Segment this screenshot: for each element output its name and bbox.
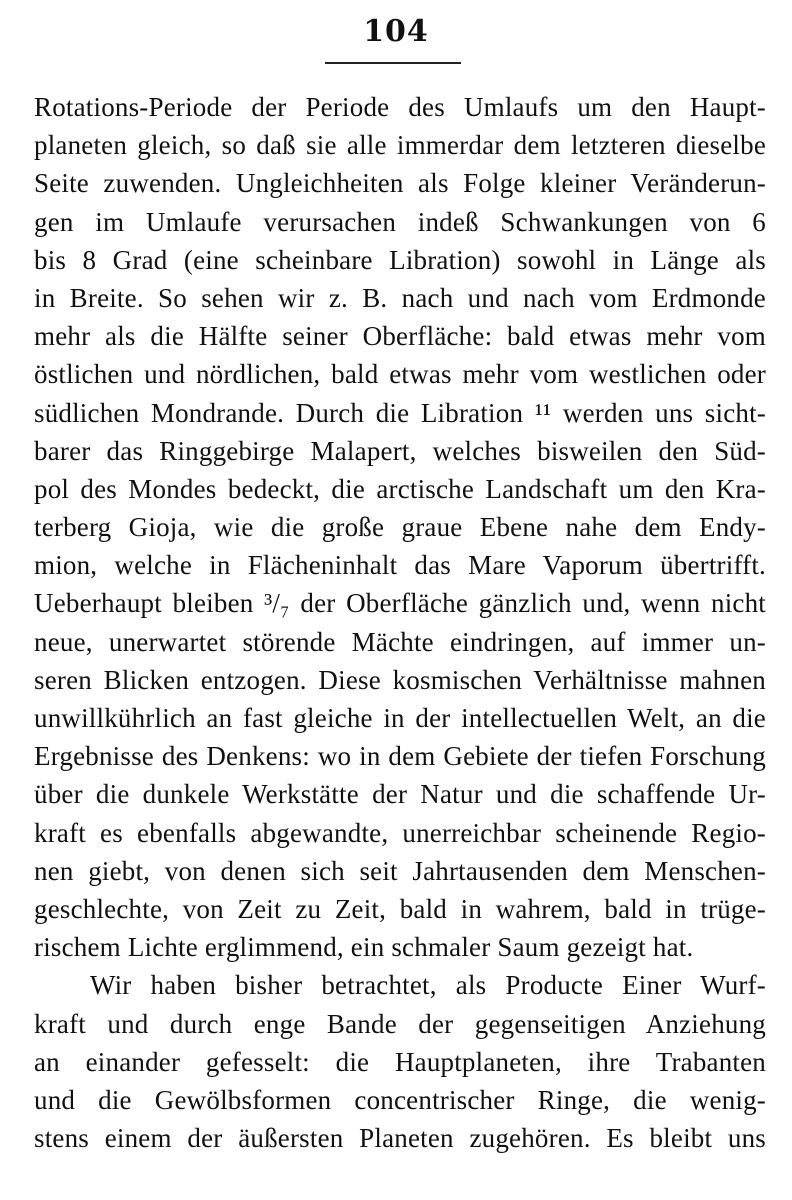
text-line: bis 8 Grad (eine scheinbare Libration) sowohl in Länge als: [34, 244, 766, 275]
text-line: geschlechte, von Zeit zu Zeit, bald in wahrem, bald in trüge-: [34, 893, 766, 924]
text-line: unwillkührlich an fast gleiche in der intellectuellen Welt, an die: [34, 703, 766, 733]
body-text: [34, 88, 766, 1157]
text-line: nen giebt, von denen sich seit Jahrtausenden dem Menschen-: [34, 855, 766, 886]
text-line: und die Gewölbsformen concentrischer Ringe, die wenig-: [34, 1084, 766, 1115]
text-line: in Breite. So sehen wir z. B. nach und nach vom Erdmonde: [34, 282, 766, 313]
page-number: 104: [363, 14, 429, 49]
paragraph-end-line: rischem Lichte erglimmend, ein schmaler Saum gezeigt hat.: [34, 932, 694, 963]
text-line: seren Blicken entzogen. Diese kosmischen Verhältnisse mahnen: [34, 664, 766, 695]
text-line: östlichen und nördlichen, bald etwas mehr vom westlichen oder: [34, 359, 766, 390]
text-line: Rotations-Periode der Periode des Umlaufs um den Haupt-: [34, 92, 766, 122]
text-line: an einander gefesselt: die Hauptplaneten, ihre Trabanten: [34, 1046, 766, 1077]
text-line: terberg Gioja, wie die große graue Ebene nahe dem Endy-: [34, 512, 766, 543]
text-line: Ueberhaupt bleiben ³/₇ der Oberfläche gänzlich und, wenn nicht: [34, 588, 766, 619]
header-rule: [325, 62, 461, 64]
text-line: Ergebnisse des Denkens: wo in dem Gebiete der tiefen Forschung: [34, 741, 766, 772]
text-line: über die dunkele Werkstätte der Natur und die schaffende Ur-: [34, 779, 766, 810]
text-line: planeten gleich, so daß sie alle immerdar dem letzteren dieselbe: [34, 130, 766, 161]
text-line: mehr als die Hälfte seiner Oberfläche: bald etwas mehr vom: [34, 321, 766, 352]
text-line: kraft es ebenfalls abgewandte, unerreichbar scheinende Regio-: [34, 817, 766, 848]
text-line: Seite zuwenden. Ungleichheiten als Folge kleiner Veränderun-: [34, 168, 766, 199]
text-line: mion, welche in Flächeninhalt das Mare Vaporum übertrifft.: [34, 550, 766, 581]
text-line: kraft und durch enge Bande der gegenseitigen Anziehung: [34, 1008, 766, 1039]
text-line: südlichen Mondrande. Durch die Libration ¹¹ werden uns sicht-: [34, 397, 766, 428]
text-line: neue, unerwartet störende Mächte eindringen, auf immer un-: [34, 626, 766, 657]
text-line: pol des Mondes bedeckt, die arctische Landschaft um den Kra-: [34, 473, 766, 504]
text-line: gen im Umlaufe verursachen indeß Schwankungen von 6: [34, 206, 766, 237]
paragraph-start-line: Wir haben bisher betrachtet, als Producte Einer Wurf-: [90, 970, 766, 1001]
text-line: stens einem der äußersten Planeten zugehören. Es bleibt uns: [34, 1123, 766, 1154]
text-line: barer das Ringgebirge Malapert, welches bisweilen den Süd-: [34, 435, 766, 466]
